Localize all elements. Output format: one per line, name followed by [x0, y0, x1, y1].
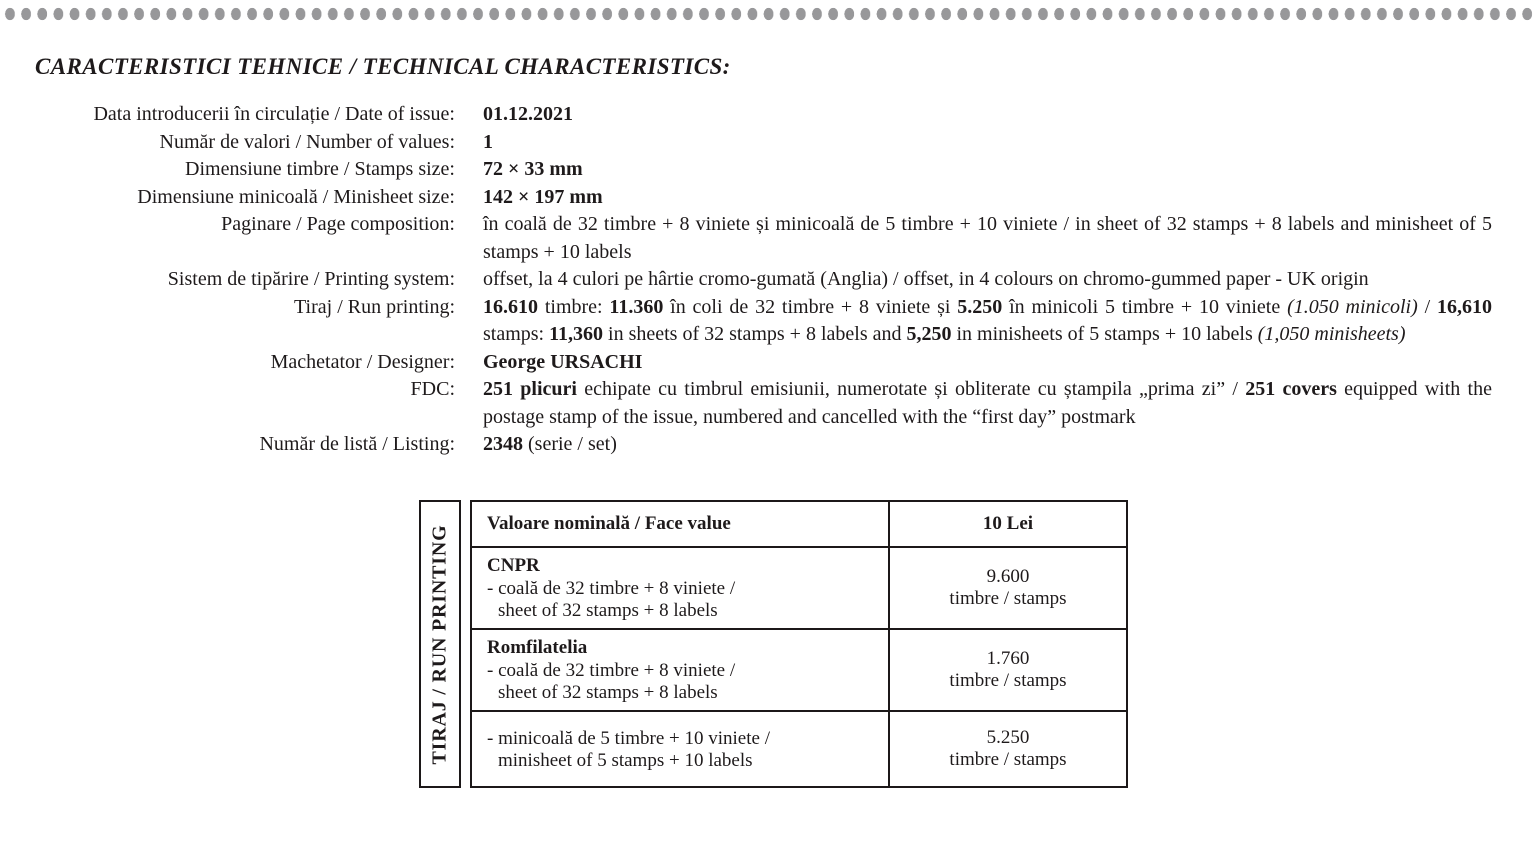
- table-header-face-value: Valoare nominală / Face value: [472, 502, 890, 548]
- spec-value: 01.12.2021: [483, 103, 573, 125]
- row-line: sheet of 32 stamps + 8 labels: [498, 682, 718, 704]
- quantity-value: 5.250: [986, 726, 1030, 748]
- spec-value: 142 × 197 mm: [483, 185, 603, 208]
- quantity-unit: timbre / stamps: [949, 588, 1067, 609]
- quantity-unit: timbre / stamps: [949, 670, 1067, 691]
- spec-row-page-composition: [0, 211, 1536, 266]
- spec-row-date-of-issue: [0, 101, 1536, 129]
- row-title: Romfilatelia: [487, 637, 588, 659]
- spec-label: Număr de listă / Listing:: [259, 433, 455, 455]
- row-line: - coală de 32 timbre + 8 viniete /: [487, 577, 736, 599]
- row-line: sheet of 32 stamps + 8 labels: [498, 600, 718, 622]
- spec-label: Machetator / Designer:: [270, 350, 455, 373]
- spec-row-number-of-values: [0, 129, 1536, 157]
- row-line: minisheet of 5 stamps + 10 labels: [498, 750, 753, 771]
- spec-label: Dimensiune timbre / Stamps size:: [185, 158, 455, 180]
- spec-row-listing: [0, 431, 1536, 459]
- page-title: CARACTERISTICI TEHNICE / TECHNICAL CHARACTERISTICS:: [35, 54, 731, 79]
- table-row-minisheet-description: [472, 712, 890, 786]
- spec-value: 1: [483, 130, 493, 153]
- row-line: - minicoală de 5 timbre + 10 viniete /: [487, 727, 770, 749]
- table-row-cnpr-description: [472, 548, 890, 630]
- quantity-unit: timbre / stamps: [949, 749, 1067, 770]
- table-side-cell: [419, 500, 461, 788]
- spec-list: [0, 101, 1536, 459]
- spec-row-stamps-size: [0, 156, 1536, 184]
- spec-row-run-printing: [0, 294, 1536, 349]
- quantity-value: 9.600: [986, 565, 1030, 587]
- row-title: CNPR: [487, 555, 540, 577]
- table-row-romfilatelia-description: [472, 630, 890, 712]
- spec-label: Data introducerii în circulație / Date of issue:: [93, 103, 455, 125]
- table-row-minisheet-quantity: [890, 712, 1126, 786]
- spec-value: în coală de 32 timbre + 8 viniete și minicoală de 5 timbre + 10 viniete / in sheet of 32 stamps + 8 labels and minisheet of 5 stamps + 10 labels: [483, 213, 1492, 263]
- table-side-label: TIRAJ / RUN PRINTING: [428, 524, 451, 764]
- spec-row-printing-system: [0, 266, 1536, 294]
- spec-row-fdc: [0, 376, 1536, 431]
- spec-value: offset, la 4 culori pe hârtie cromo-gumată (Anglia) / offset, in 4 colours on chromo-gummed paper - UK origin: [483, 268, 1369, 290]
- spec-value: 2348 (serie / set): [483, 433, 617, 455]
- spec-value: George URSACHI: [483, 350, 643, 373]
- spec-label: Dimensiune minicoală / Minisheet size:: [137, 185, 455, 208]
- spec-label: Sistem de tipărire / Printing system:: [167, 268, 455, 290]
- table-row-romfilatelia-quantity: [890, 630, 1126, 712]
- spec-label: Tiraj / Run printing:: [294, 295, 455, 318]
- spec-label: FDC:: [410, 378, 455, 400]
- spec-row-minisheet-size: [0, 184, 1536, 212]
- face-value-table: [470, 500, 1128, 788]
- spec-label: Număr de valori / Number of values:: [159, 130, 455, 153]
- table-row-cnpr-quantity: [890, 548, 1126, 630]
- spec-label: Paginare / Page composition:: [221, 213, 455, 235]
- spec-value: 72 × 33 mm: [483, 158, 583, 180]
- spec-value: 16.610 timbre: 11.360 în coli de 32 timbre + 8 viniete și 5.250 în minicoli 5 timbre + 10 viniete (1.050 minicoli) / 16,610 stamps: 11,360 in sheets of 32 stamps + 8 labels and 5,250 in minisheets of 5 stamps + 10 labels (1,050 minisheets): [483, 295, 1492, 345]
- spec-value: 251 plicuri echipate cu timbrul emisiunii, numerotate și obliterate cu ștampila „prima zi” / 251 covers equipped with the postage stamp of the issue, numbered and cancelled with the “first day” postmark: [483, 378, 1492, 428]
- dotted-separator: [2, 7, 1534, 21]
- quantity-value: 1.760: [986, 647, 1030, 669]
- table-header-10-lei: 10 Lei: [890, 502, 1126, 548]
- row-line: - coală de 32 timbre + 8 viniete /: [487, 659, 736, 681]
- spec-row-designer: [0, 349, 1536, 377]
